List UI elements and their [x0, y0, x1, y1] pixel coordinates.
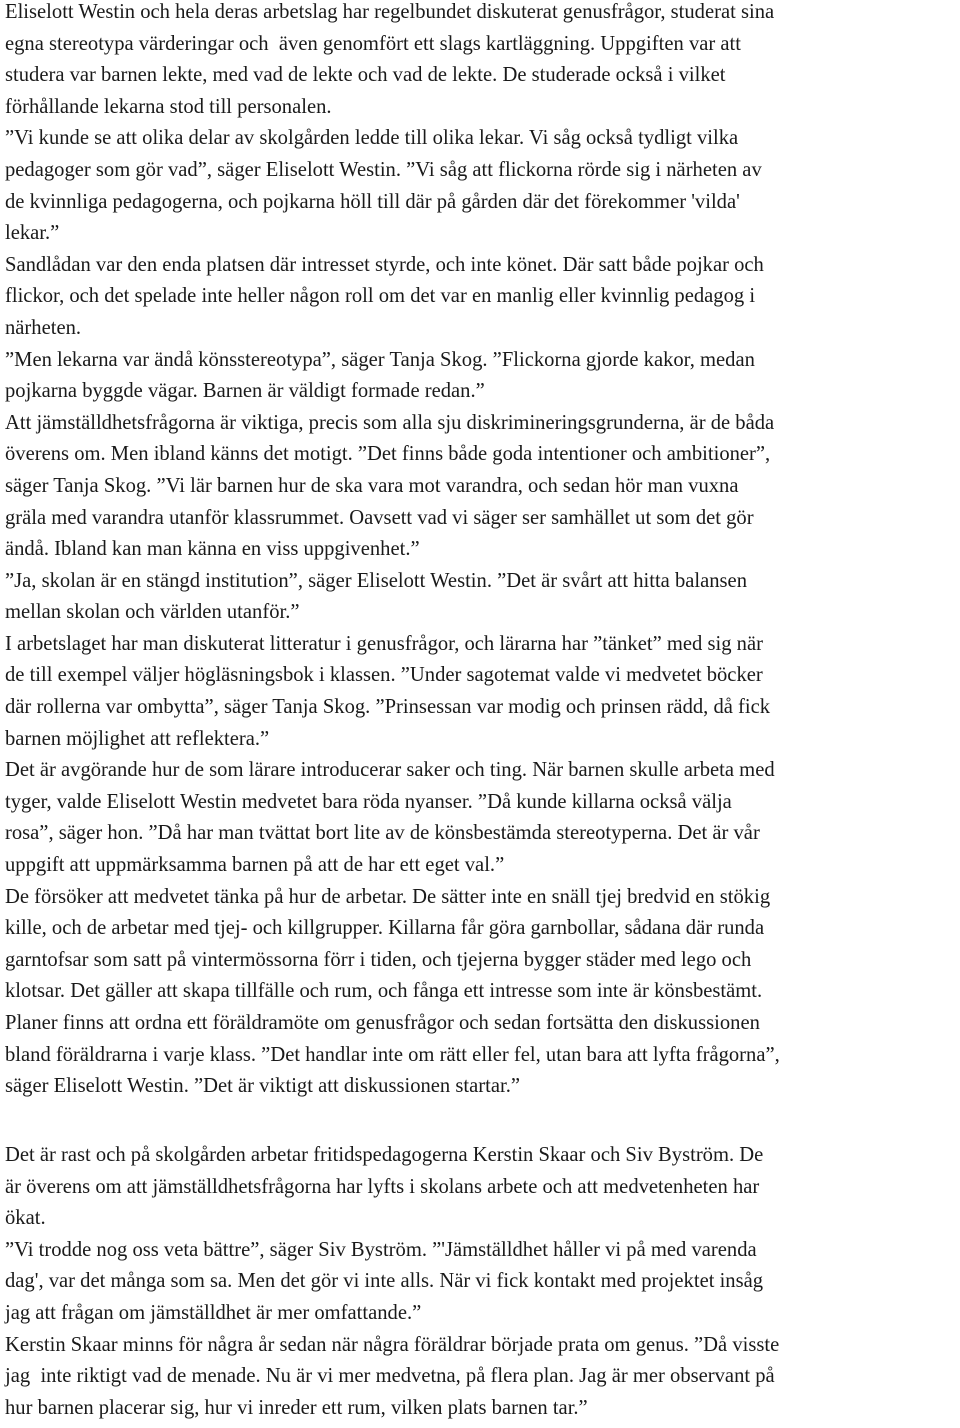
text-line: gräla med varandra utanför klassrummet. Oavsett vad vi säger ser samhället ut som det gör	[5, 506, 754, 529]
text-line: Det är rast och på skolgården arbetar fritidspedagogerna Kerstin Skaar och Siv Byström. De	[5, 1144, 764, 1166]
text-line: är överens om att jämställdhetsfrågorna har lyfts i skolans arbete och att medvetenheten har	[5, 1175, 760, 1198]
text-line: ökat.	[5, 1207, 46, 1230]
text-line: kille, och de arbetar med tjej- och killgrupper. Killarna får göra garnbollar, sådana där runda	[5, 917, 765, 940]
text-line: Sandlådan var den enda platsen där intresset styrde, och inte könet. Där satt både pojkar och	[5, 253, 764, 276]
text-line: studera var barnen lekte, med vad de lekte och vad de lekte. De studerade också i vilket	[5, 64, 726, 87]
text-line: dag', var det många som sa. Men det gör vi inte alls. När vi fick kontakt med projektet insåg	[5, 1270, 764, 1293]
text-line: flickor, och det spelade inte heller någon roll om det var en manlig eller kvinnlig pedagog i	[5, 285, 756, 308]
text-block-1	[5, 0, 780, 1103]
text-line: De försöker att medvetet tänka på hur de arbetar. De sätter inte en snäll tjej bredvid en stökig	[5, 885, 771, 908]
text-line: pojkarna byggde vägar. Barnen är väldigt formade redan.”	[5, 380, 485, 403]
text-line: Det är avgörande hur de som lärare introducerar saker och ting. När barnen skulle arbeta med	[5, 759, 775, 782]
text-line: jag att frågan om jämställdhet är mer omfattande.”	[5, 1301, 422, 1324]
text-line: I arbetslaget har man diskuterat litteratur i genusfrågor, och lärarna har ”tänket” med sig när	[5, 632, 763, 655]
text-line: Kerstin Skaar minns för några år sedan när några föräldrar började prata om genus. ”Då visste	[5, 1333, 780, 1356]
text-line: där rollerna var ombytta”, säger Tanja Skog. ”Prinsessan var modig och prinsen rädd, då fick	[5, 696, 771, 719]
text-line: lekar.”	[5, 222, 60, 245]
text-line: överens om. Men ibland känns det motigt. ”Det finns både goda intentioner och ambitioner”,	[5, 443, 771, 466]
text-line: närheten.	[5, 316, 82, 339]
text-line: ”Men lekarna var ändå könsstereotypa”, säger Tanja Skog. ”Flickorna gjorde kakor, medan	[5, 348, 755, 371]
text-line: de till exempel väljer högläsningsbok i klassen. ”Under sagotemat valde vi medvetet böcker	[5, 664, 763, 687]
text-line: ”Vi trodde nog oss veta bättre”, säger Siv Byström. ”'Jämställdhet håller vi på med varenda	[5, 1238, 757, 1261]
text-line: jag inte riktigt vad de menade. Nu är vi mer medvetna, på flera plan. Jag är mer observant på	[5, 1365, 775, 1388]
text-line: säger Tanja Skog. ”Vi lär barnen hur de ska vara mot varandra, och sedan hör man vuxna	[5, 474, 739, 497]
text-line: de kvinnliga pedagogerna, och pojkarna höll till där på gården där det förekommer 'vilda'	[5, 190, 740, 213]
text-line: förhållande lekarna stod till personalen.	[5, 95, 332, 118]
text-line: Att jämställdhetsfrågorna är viktiga, precis som alla sju diskrimineringsgrunderna, är de båda	[5, 411, 775, 434]
text-line: pedagoger som gör vad”, säger Eliselott Westin. ”Vi såg att flickorna rörde sig i närheten av	[5, 158, 762, 181]
text-line: egna stereotypa värderingar och även genomfört ett slags kartläggning. Uppgiften var att	[5, 32, 741, 55]
text-line: garntofsar som satt på vintermössorna förr i tiden, och tjejerna bygger städer med lego och	[5, 948, 752, 971]
text-line: tyger, valde Eliselott Westin medvetet bara röda nyanser. ”Då kunde killarna också välja	[5, 790, 732, 813]
text-line: hur barnen placerar sig, hur vi inreder ett rum, vilken plats barnen tar.”	[5, 1396, 588, 1419]
text-line: rosa”, säger hon. ”Då har man tvättat bort lite av de könsbestämda stereotyperna. Det är vår	[5, 822, 760, 845]
text-line: mellan skolan och världen utanför.”	[5, 601, 300, 624]
text-line: uppgift att uppmärksamma barnen på att de har ett eget val.”	[5, 854, 505, 877]
text-line: bland föräldrarna i varje klass. ”Det handlar inte om rätt eller fel, utan bara att lyfta frågorna”,	[5, 1043, 780, 1066]
text-line: säger Eliselott Westin. ”Det är viktigt att diskussionen startar.”	[5, 1075, 520, 1098]
text-line: ändå. Ibland kan man känna en viss uppgivenhet.”	[5, 538, 420, 561]
text-line: klotsar. Det gäller att skapa tillfälle och rum, och fånga ett intresse som inte är könsbestämt.	[5, 980, 763, 1003]
text-line: Eliselott Westin och hela deras arbetslag har regelbundet diskuterat genusfrågor, studerat sina	[5, 1, 775, 23]
text-line: ”Ja, skolan är en stängd institution”, säger Eliselott Westin. ”Det är svårt att hitta balansen	[5, 569, 747, 592]
text-line: ”Vi kunde se att olika delar av skolgården ledde till olika lekar. Vi såg också tydligt vilka	[5, 127, 739, 150]
text-line: Planer finns att ordna ett föräldramöte om genusfrågor och sedan fortsätta den diskussionen	[5, 1012, 760, 1034]
text-line: barnen möjlighet att reflektera.”	[5, 727, 270, 750]
text-block-2	[5, 1140, 779, 1424]
